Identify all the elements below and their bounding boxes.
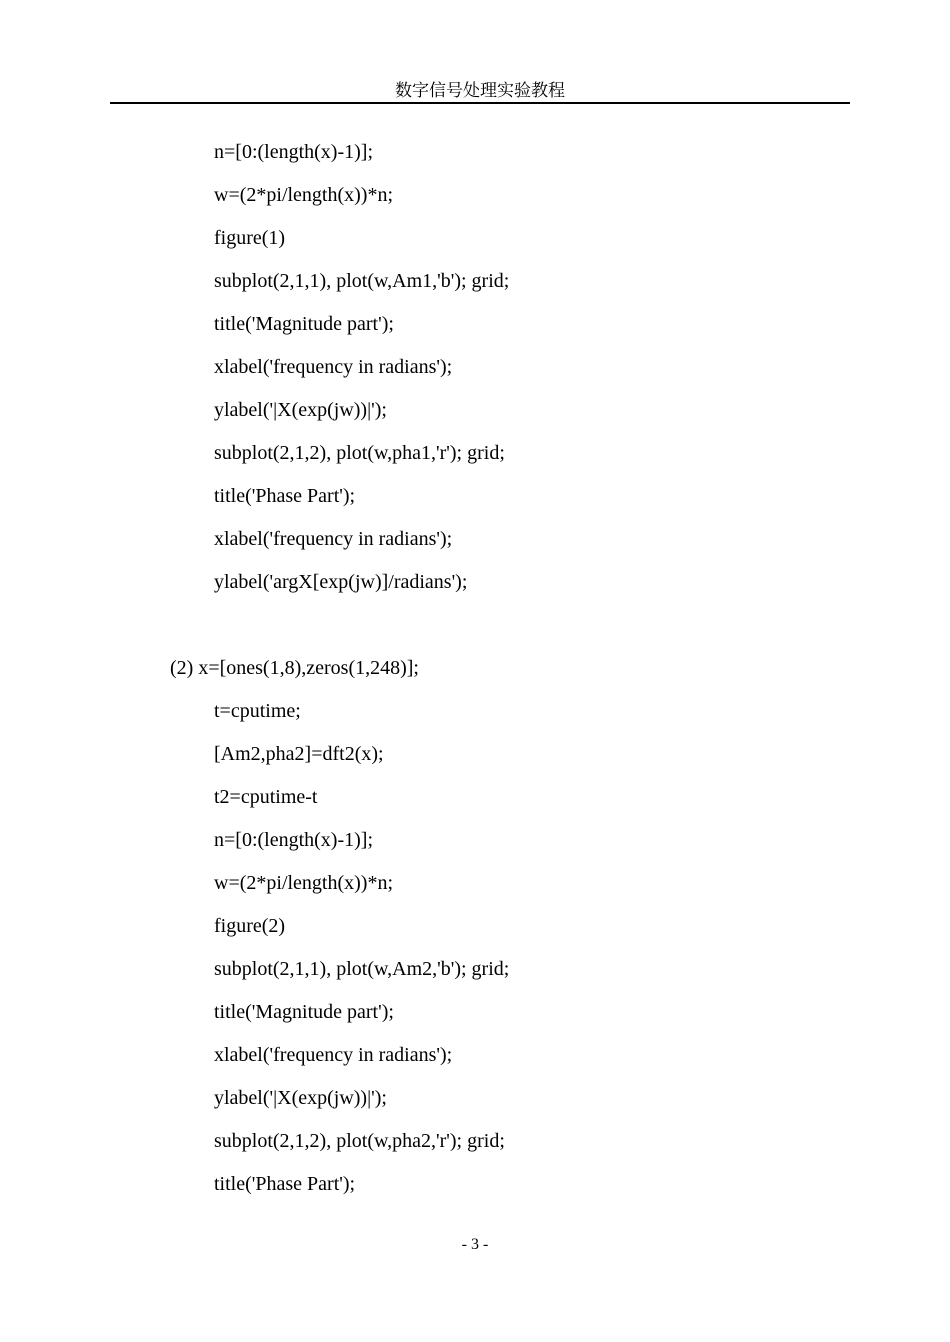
code-line: w=(2*pi/length(x))*n;: [214, 872, 394, 894]
code-line: subplot(2,1,2), plot(w,pha2,'r'); grid;: [214, 1130, 505, 1152]
code-line: figure(2): [214, 915, 286, 937]
code-line: w=(2*pi/length(x))*n;: [214, 184, 394, 206]
code-line: t=cputime;: [214, 700, 301, 722]
code-line: subplot(2,1,1), plot(w,Am1,'b'); grid;: [214, 270, 510, 292]
code-line: title('Phase Part');: [214, 1173, 356, 1195]
code-line: t2=cputime-t: [214, 786, 318, 808]
code-line: ylabel('argX[exp(jw)]/radians');: [214, 571, 468, 593]
code-line: figure(1): [214, 227, 286, 249]
code-line: n=[0:(length(x)-1)];: [214, 141, 374, 163]
header-title: 数字信号处理实验教程: [395, 81, 565, 101]
code-line: [Am2,pha2]=dft2(x);: [214, 743, 384, 765]
code-line: subplot(2,1,2), plot(w,pha1,'r'); grid;: [214, 442, 505, 464]
code-line: xlabel('frequency in radians');: [214, 356, 453, 378]
item-2-label: (2) x=[ones(1,8),zeros(1,248)];: [170, 657, 419, 679]
page-number: - 3 -: [461, 1236, 489, 1253]
code-line: ylabel('|X(exp(jw))|');: [214, 399, 387, 421]
code-line: subplot(2,1,1), plot(w,Am2,'b'); grid;: [214, 958, 510, 980]
code-line: title('Phase Part');: [214, 485, 356, 507]
code-line: xlabel('frequency in radians');: [214, 528, 453, 550]
code-line: title('Magnitude part');: [214, 313, 394, 335]
code-line: title('Magnitude part');: [214, 1001, 394, 1023]
code-line: ylabel('|X(exp(jw))|');: [214, 1087, 387, 1109]
code-line: xlabel('frequency in radians');: [214, 1044, 453, 1066]
code-line: n=[0:(length(x)-1)];: [214, 829, 374, 851]
